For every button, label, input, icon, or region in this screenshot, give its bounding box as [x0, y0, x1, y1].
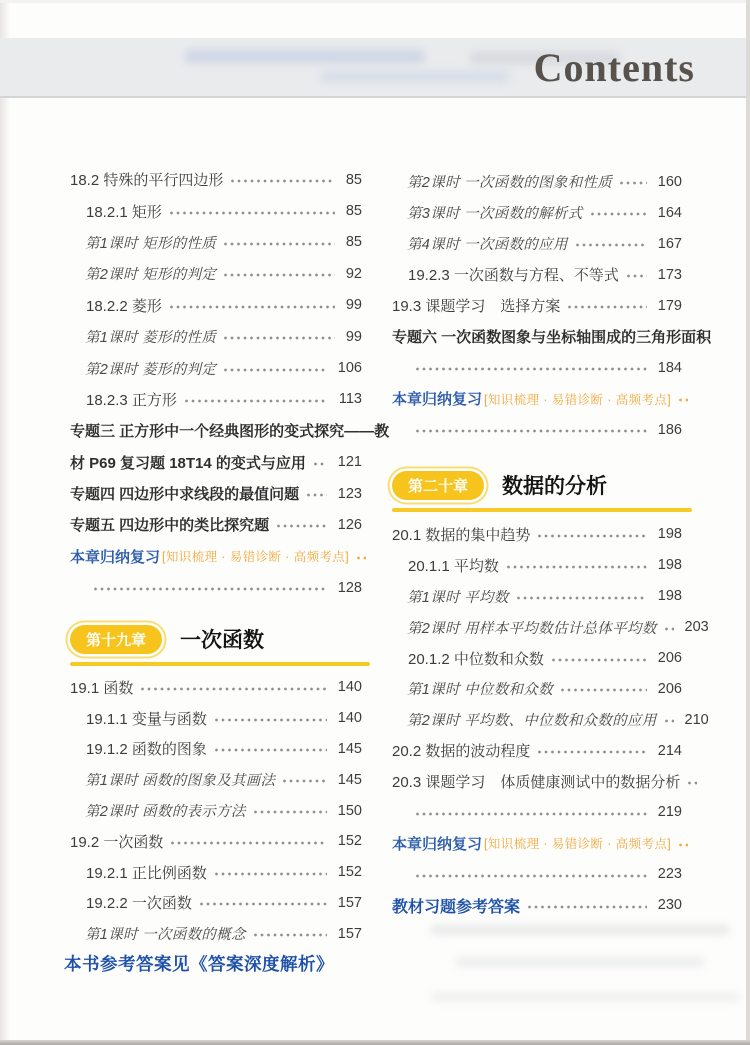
- toc-row: [70, 447, 362, 478]
- toc-row: [70, 826, 362, 857]
- toc-entry-title: 第2课时 平均数、中位数和众数的应用: [407, 713, 657, 730]
- toc-section-ch20: [392, 519, 709, 921]
- toc-row: [392, 859, 682, 890]
- dot-leader: [223, 331, 335, 345]
- toc-row: [70, 541, 362, 572]
- toc-entry-page: 206: [657, 680, 682, 697]
- toc-row: [70, 509, 362, 540]
- toc-entry-title: 专题六 一次函数图象与坐标轴围成的三角形面积: [392, 329, 712, 346]
- toc-entry-title: 第1课时 平均数: [407, 589, 509, 606]
- toc-entry-page: 85: [345, 203, 362, 220]
- toc-entry-page: 145: [337, 771, 362, 788]
- toc-row: [70, 164, 362, 195]
- toc-entry-title: 18.2 特殊的平行四边形: [70, 172, 224, 190]
- toc-entry-page: 150: [337, 802, 362, 819]
- toc-entry-title: 19.1.1 变量与函数: [86, 710, 207, 728]
- toc-entry-page: 126: [337, 516, 362, 533]
- toc-section-ch19: [70, 672, 362, 949]
- toc-entry-title: 18.2.2 菱形: [86, 297, 162, 315]
- chapter-underline: [392, 508, 692, 512]
- toc-row: [70, 888, 362, 919]
- dot-leader: [199, 897, 327, 911]
- answer-reference-note: 本书参考答案见《答案深度解析》: [64, 954, 334, 974]
- toc-entry-page: 203: [684, 619, 709, 636]
- scan-edge-left: [0, 0, 10, 1045]
- toc-row: [392, 828, 682, 859]
- toc-row: [392, 414, 682, 445]
- dot-leader: [93, 582, 327, 596]
- dot-leader: [664, 714, 674, 728]
- toc-row: [70, 703, 362, 734]
- dot-leader: [282, 774, 327, 788]
- dot-leader: [214, 713, 327, 727]
- toc-row: [70, 227, 362, 258]
- toc-entry-title: 19.2.1 正比例函数: [86, 864, 207, 882]
- chapter-20-heading: [392, 470, 692, 512]
- toc-row: [392, 197, 682, 228]
- toc-row: [392, 673, 682, 704]
- toc-entry-title: 第2课时 函数的表示方法: [85, 804, 246, 821]
- chapter-badge: 第二十章: [392, 471, 484, 500]
- toc-entry-title: 20.1.2 中位数和众数: [408, 650, 544, 668]
- scan-edge-top: [0, 0, 750, 3]
- toc-row: [70, 572, 362, 603]
- toc-entry-page: 184: [657, 359, 682, 376]
- dot-leader: [664, 622, 674, 636]
- chapter-review-label: 本章归纳复习: [70, 548, 161, 566]
- toc-row: [70, 918, 362, 949]
- dot-leader: [170, 836, 326, 850]
- toc-row: [392, 519, 682, 550]
- toc-row: [392, 643, 682, 674]
- dot-leader: [619, 176, 647, 190]
- toc-row: [392, 550, 682, 581]
- dot-leader: [230, 174, 334, 188]
- toc-entry-page: 85: [345, 234, 362, 251]
- toc-entry-page: 230: [657, 897, 682, 914]
- toc-entry-page: 160: [657, 173, 682, 190]
- toc-entry-page: 99: [345, 297, 362, 314]
- toc-entry-title: 第2课时 一次函数的图象和性质: [407, 175, 613, 191]
- toc-entry-title: 20.3 课题学习 体质健康测试中的数据分析: [392, 774, 681, 792]
- ghost-bleed: [320, 71, 510, 82]
- toc-entry-title: 18.2.3 正方形: [86, 391, 177, 409]
- chapter-19-heading: [70, 624, 370, 666]
- toc-row: [392, 612, 709, 643]
- scan-edge-right: [746, 0, 750, 1045]
- toc-row: [392, 383, 682, 414]
- toc-entry-page: 214: [657, 742, 682, 759]
- dot-leader: [567, 300, 646, 314]
- toc-entry-page: 157: [337, 894, 362, 911]
- chapter-review-tags: [知识梳理 · 易错诊断 · 高频考点]: [162, 550, 350, 565]
- scan-edge-bottom: [0, 1040, 750, 1045]
- dot-leader: [223, 363, 327, 377]
- toc-entry-title: 第2课时 菱形的判定: [85, 361, 217, 378]
- ghost-bleed: [430, 925, 730, 935]
- toc-entry-page: 113: [338, 391, 362, 408]
- toc-entry-page: 85: [345, 171, 362, 188]
- chapter-title: 数据的分析: [502, 475, 608, 498]
- toc-entry-title: 19.1.2 函数的图象: [86, 741, 207, 759]
- toc-entry-page: 210: [684, 711, 709, 728]
- toc-row: [70, 415, 389, 446]
- chapter-review-label: 本章归纳复习: [392, 391, 483, 408]
- chapter-review-tags: [知识梳理 · 易错诊断 · 高频考点]: [484, 837, 672, 852]
- toc-row: [392, 797, 682, 828]
- toc-row: [70, 672, 362, 703]
- toc-entry-page: 223: [657, 866, 682, 883]
- toc-entry-page: 173: [657, 266, 682, 283]
- dot-leader: [590, 207, 647, 221]
- toc-entry-title: 19.1 函数: [70, 679, 134, 697]
- toc-entry-title: 专题四 四边形中求线段的最值问题: [70, 486, 300, 504]
- toc-row: [70, 478, 362, 509]
- dot-leader: [356, 551, 366, 565]
- chapter-title: 一次函数: [180, 629, 265, 652]
- dot-leader: [516, 591, 647, 605]
- toc-entry-page: 198: [657, 526, 682, 543]
- dot-leader: [575, 238, 647, 252]
- toc-row: [70, 764, 362, 795]
- dot-leader: [223, 237, 335, 251]
- toc-entry-page: 198: [657, 557, 682, 574]
- toc-row: [392, 890, 682, 921]
- toc-entry-title: 第2课时 矩形的判定: [85, 267, 217, 284]
- toc-entry-page: 128: [337, 579, 362, 596]
- toc-entry-title: 第4课时 一次函数的应用: [407, 237, 568, 253]
- toc-row: [70, 795, 362, 826]
- toc-entry-title: 20.1 数据的集中趋势: [392, 526, 531, 544]
- toc-entry-page: 157: [337, 925, 362, 942]
- dot-leader: [678, 393, 688, 407]
- dot-leader: [626, 269, 647, 283]
- dot-leader: [184, 394, 328, 408]
- toc-row: [392, 735, 682, 766]
- dot-leader: [140, 682, 326, 696]
- toc-entry-title: 20.2 数据的波动程度: [392, 743, 531, 761]
- toc-entry-title: 20.1.1 平均数: [408, 557, 499, 575]
- dot-leader: [687, 776, 697, 790]
- toc-entry-title: 第1课时 中位数和众数: [407, 682, 553, 699]
- toc-entry-page: 167: [657, 235, 682, 252]
- chapter-underline: [70, 662, 370, 666]
- toc-entry-title: 第3课时 一次函数的解析式: [407, 206, 583, 222]
- dot-leader: [276, 519, 327, 533]
- dot-leader: [223, 268, 335, 282]
- toc-row: [392, 228, 682, 259]
- dot-leader: [415, 807, 647, 821]
- toc-row: [70, 321, 362, 352]
- toc-entry-title: 材 P69 复习题 18T14 的变式与应用: [70, 454, 306, 472]
- toc-row: [392, 290, 682, 321]
- contents-header-band: [0, 38, 750, 98]
- toc-entry-page: 121: [337, 454, 362, 471]
- toc-entry-page: 164: [657, 204, 682, 221]
- toc-section-ch19-cont: [392, 166, 712, 445]
- dot-leader: [537, 745, 646, 759]
- toc-entry-title: 19.3 课题学习 选择方案: [392, 298, 561, 315]
- toc-row: [70, 258, 362, 289]
- dot-leader: [415, 362, 647, 376]
- dot-leader: [169, 206, 335, 220]
- ghost-bleed: [185, 50, 425, 63]
- toc-entry-title: 专题三 正方形中一个经典图形的变式探究——教: [70, 423, 390, 441]
- toc-row: [70, 857, 362, 888]
- toc-row: [392, 352, 682, 383]
- toc-row: [70, 352, 362, 383]
- toc-entry-title: 教材习题参考答案: [392, 898, 521, 916]
- chapter-review-tags: [知识梳理 · 易错诊断 · 高频考点]: [484, 392, 672, 407]
- toc-entry-page: 179: [657, 297, 682, 314]
- toc-entry-page: 140: [337, 710, 362, 727]
- dot-leader: [253, 928, 327, 942]
- dot-leader: [678, 838, 688, 852]
- toc-entry-page: 123: [337, 485, 362, 502]
- toc-entry-title: 第2课时 用样本平均数估计总体平均数: [407, 620, 657, 637]
- toc-entry-page: 92: [345, 265, 362, 282]
- toc-row: [392, 321, 711, 352]
- ghost-bleed: [455, 957, 705, 967]
- toc-entry-page: 152: [337, 864, 362, 881]
- chapter-badge: 第十九章: [70, 625, 162, 654]
- toc-row: [70, 290, 362, 321]
- toc-entry-title: 第1课时 矩形的性质: [85, 235, 217, 252]
- toc-entry-page: 198: [657, 588, 682, 605]
- toc-entry-page: 140: [337, 679, 362, 696]
- toc-row: [392, 704, 709, 735]
- toc-entry-title: 19.2.2 一次函数: [86, 895, 192, 913]
- toc-entry-title: 专题五 四边形中的类比探究题: [70, 517, 270, 535]
- toc-row: [70, 195, 362, 226]
- dot-leader: [313, 457, 327, 471]
- toc-entry-title: 19.2.3 一次函数与方程、不等式: [408, 267, 619, 284]
- dot-leader: [169, 300, 335, 314]
- toc-entry-page: 145: [337, 740, 362, 757]
- dot-leader: [214, 867, 327, 881]
- dot-leader: [537, 529, 646, 543]
- dot-leader: [306, 488, 327, 502]
- dot-leader: [415, 869, 647, 883]
- toc-entry-title: 第1课时 一次函数的概念: [85, 927, 246, 944]
- dot-leader: [415, 424, 647, 438]
- toc-entry-page: 219: [657, 804, 682, 821]
- dot-leader: [560, 683, 647, 697]
- toc-entry-page: 186: [657, 421, 682, 438]
- toc-entry-title: 第1课时 函数的图象及其画法: [85, 773, 276, 790]
- dot-leader: [506, 560, 647, 574]
- toc-entry-page: 152: [337, 833, 362, 850]
- toc-row: [392, 259, 682, 290]
- dot-leader: [214, 743, 327, 757]
- toc-row: [392, 766, 682, 797]
- chapter-review-label: 本章归纳复习: [392, 835, 483, 853]
- toc-row: [70, 734, 362, 765]
- toc-row: [392, 166, 682, 197]
- toc-row: [70, 384, 362, 415]
- toc-row: [392, 581, 682, 612]
- toc-entry-title: 18.2.1 矩形: [86, 203, 162, 221]
- dot-leader: [253, 805, 327, 819]
- dot-leader: [551, 653, 647, 667]
- toc-entry-title: 19.2 一次函数: [70, 833, 164, 851]
- toc-entry-page: 206: [657, 650, 682, 666]
- toc-entry-page: 106: [337, 360, 362, 377]
- toc-entry-title: 第1课时 菱形的性质: [85, 330, 217, 347]
- ghost-bleed: [430, 992, 740, 1002]
- dot-leader: [527, 900, 647, 914]
- toc-section-ch18: [70, 164, 390, 603]
- page-title: Contents: [533, 45, 695, 90]
- toc-entry-page: 99: [345, 328, 362, 345]
